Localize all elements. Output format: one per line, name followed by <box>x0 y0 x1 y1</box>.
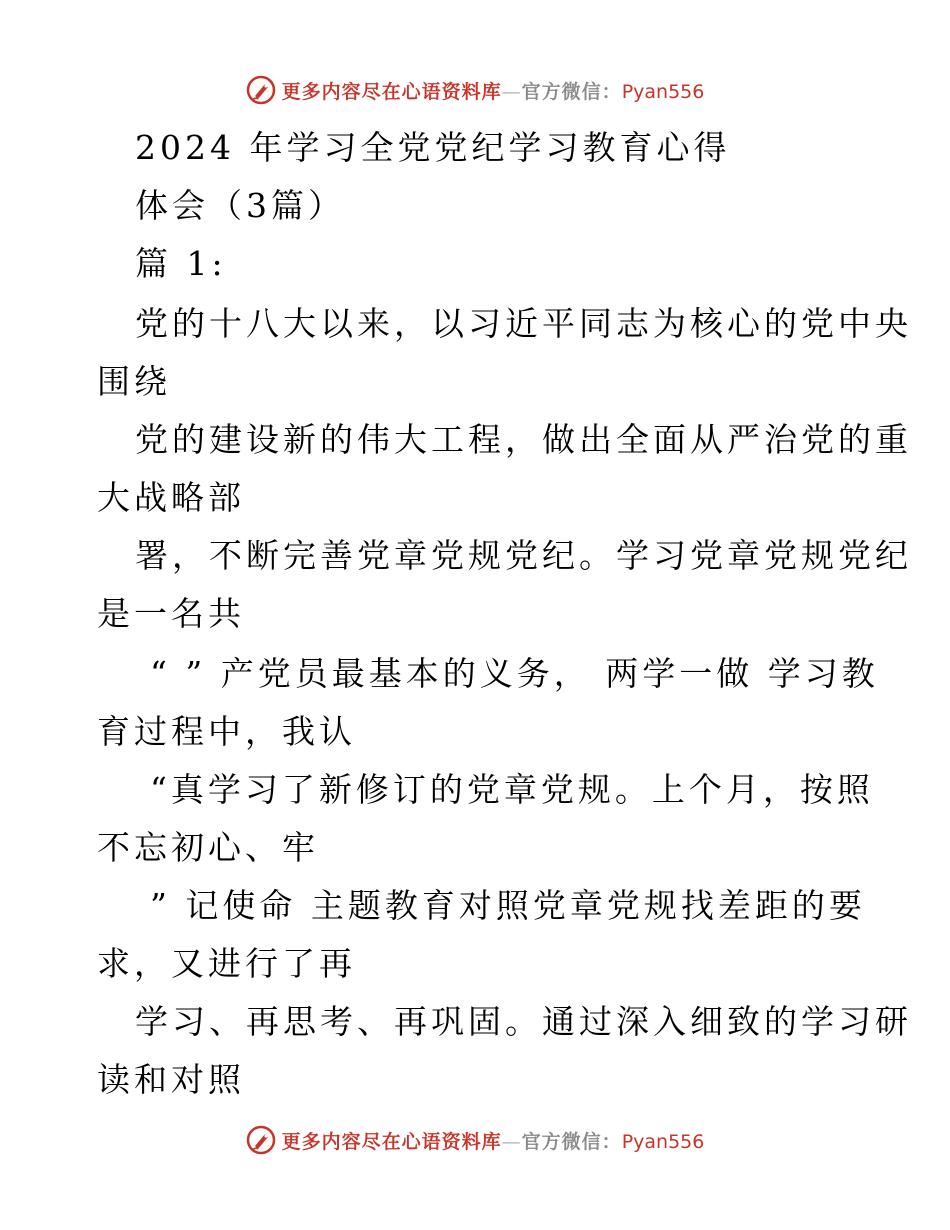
doc-title-line-1: 2024 年学习全党党纪学习教育心得 <box>135 128 731 167</box>
banner-text <box>282 1127 705 1154</box>
banner-wechat-label: 官方微信： <box>521 1130 622 1153</box>
body-line: 党的十八大以来，以习近平同志为核心的党中央 <box>135 304 912 343</box>
body-line: 党的建设新的伟大工程，做出全面从严治党的重 <box>135 420 912 459</box>
body-line: “ ” 产党员最基本的义务， 两学一做 学习教 <box>150 654 879 693</box>
section-heading: 篇 1: <box>135 244 227 283</box>
banner-prefix: 更多内容尽在心语资料库 <box>281 80 502 103</box>
banner-wechat-id: Pyan556 <box>621 1130 705 1153</box>
banner-text <box>282 77 705 104</box>
banner-dash: — <box>501 1130 522 1153</box>
body-line: 围绕 <box>97 362 171 401</box>
pen-nib-logo-icon <box>246 1125 276 1155</box>
banner-wechat-id: Pyan556 <box>621 80 705 103</box>
body-line: 育过程中，我认 <box>97 712 356 751</box>
body-line: 不忘初心、牢 <box>97 828 319 867</box>
header-banner <box>0 72 950 108</box>
body-line: “真学习了新修订的党章党规。上个月，按照 <box>150 770 874 809</box>
pen-nib-logo-icon <box>246 75 276 105</box>
body-line: 大战略部 <box>97 478 245 517</box>
body-line: 学习、再思考、再巩固。通过深入细致的学习研 <box>135 1002 912 1041</box>
body-line: ” 记使命 主题教育对照党章党规找差距的要 <box>150 886 866 925</box>
body-line: 求，又进行了再 <box>97 944 356 983</box>
body-line: 读和对照 <box>97 1060 245 1099</box>
banner-prefix: 更多内容尽在心语资料库 <box>281 1130 502 1153</box>
footer-banner <box>0 1122 950 1158</box>
banner-dash: — <box>501 80 522 103</box>
body-line: 署，不断完善党章党规党纪。学习党章党规党纪 <box>135 536 912 575</box>
doc-title-line-2: 体会（3篇） <box>135 186 345 225</box>
body-line: 是一名共 <box>97 594 245 633</box>
banner-wechat-label: 官方微信： <box>521 80 622 103</box>
